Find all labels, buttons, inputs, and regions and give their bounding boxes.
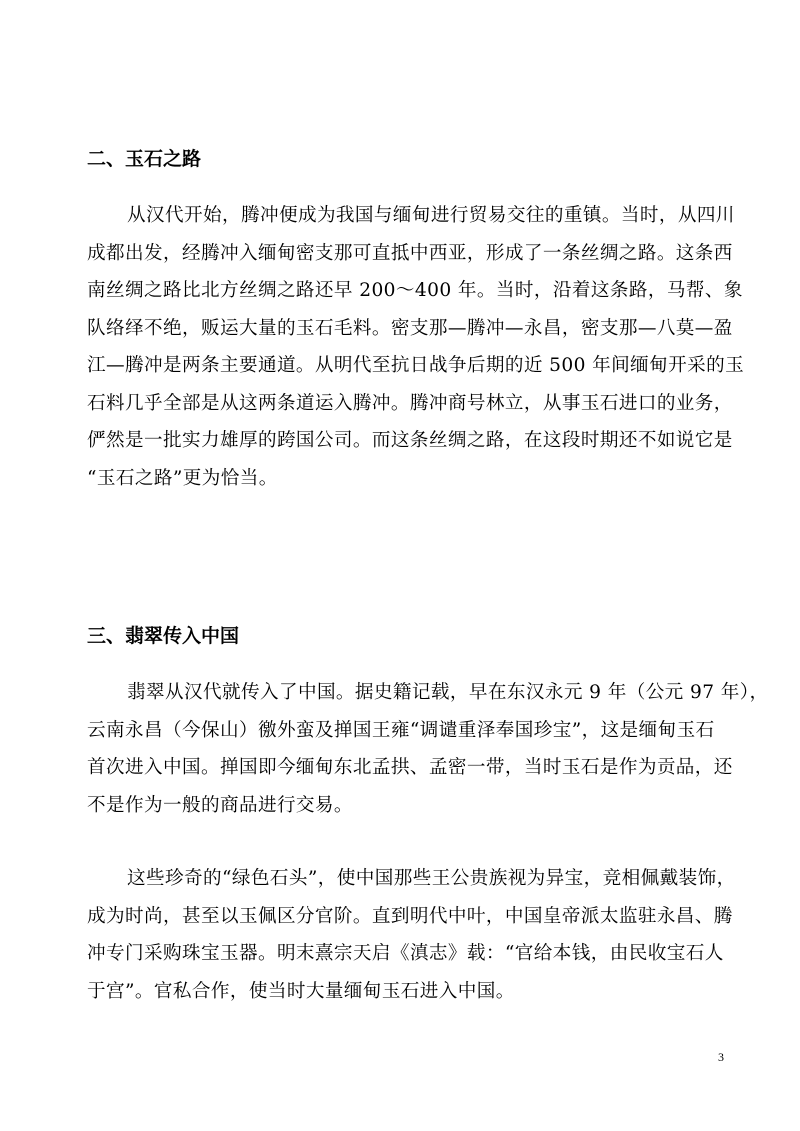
text-line: 翡翠从汉代就传入了中国。据史籍记载，早在东汉永元 9 年（公元 97 年）， (127, 682, 769, 703)
text-line: 南丝绸之路比北方丝绸之路还早 200～400 年。当时，沿着这条路，马帮、象 (87, 280, 743, 301)
page-number: 3 (718, 1050, 724, 1064)
text-line: 成为时尚，甚至以玉佩区分官阶。直到明代中叶，中国皇帝派太监驻永昌、腾 (87, 905, 733, 927)
paragraph-green-stone (87, 860, 736, 1010)
text-line: 于宫”。官私合作，使当时大量缅甸玉石进入中国。 (87, 980, 515, 1002)
text-line: 冲专门采购珠宝玉器。明末熹宗天启《滇志》载：“官给本钱，由民收宝石人 (87, 943, 724, 964)
paragraph-jadeite-history (87, 674, 769, 824)
text-line: 这些珍奇的“绿色石头”，使中国那些王公贵族视为异宝，竞相佩戴装饰， (127, 868, 736, 889)
text-line: “玉石之路”更为恰当。 (87, 467, 278, 489)
paragraph-jade-road (87, 197, 745, 497)
text-line: 队络绎不绝，贩运大量的玉石毛料。密支那—腾冲—永昌，密支那—八莫—盈 (87, 317, 733, 339)
text-line: 江—腾冲是两条主要通道。从明代至抗日战争后期的近 500 年间缅甸开采的玉 (87, 355, 745, 376)
text-line: 云南永昌（今保山）徼外蛮及掸国王雍“调谴重泽奉国珍宝”，这是缅甸玉石 (87, 719, 715, 741)
text-line: 俨然是一批实力雄厚的跨国公司。而这条丝绸之路，在这段时期还不如说它是 (87, 430, 733, 451)
section-heading-jadeite-to-china: 三、翡翠传入中国 (87, 625, 240, 647)
text-line: 首次进入中国。掸国即今缅甸东北孟拱、孟密一带，当时玉石是作为贡品，还 (87, 757, 733, 778)
text-line: 石料几乎全部是从这两条道运入腾冲。腾冲商号林立，从事玉石进口的业务， (87, 392, 733, 414)
section-heading-jade-road: 二、玉石之路 (87, 148, 202, 170)
text-line: 成都出发，经腾冲入缅甸密支那可直抵中西亚，形成了一条丝绸之路。这条西 (87, 242, 733, 264)
text-line: 从汉代开始，腾冲便成为我国与缅甸进行贸易交往的重镇。当时，从四川 (127, 205, 735, 226)
text-line: 不是作为一般的商品进行交易。 (87, 794, 353, 816)
